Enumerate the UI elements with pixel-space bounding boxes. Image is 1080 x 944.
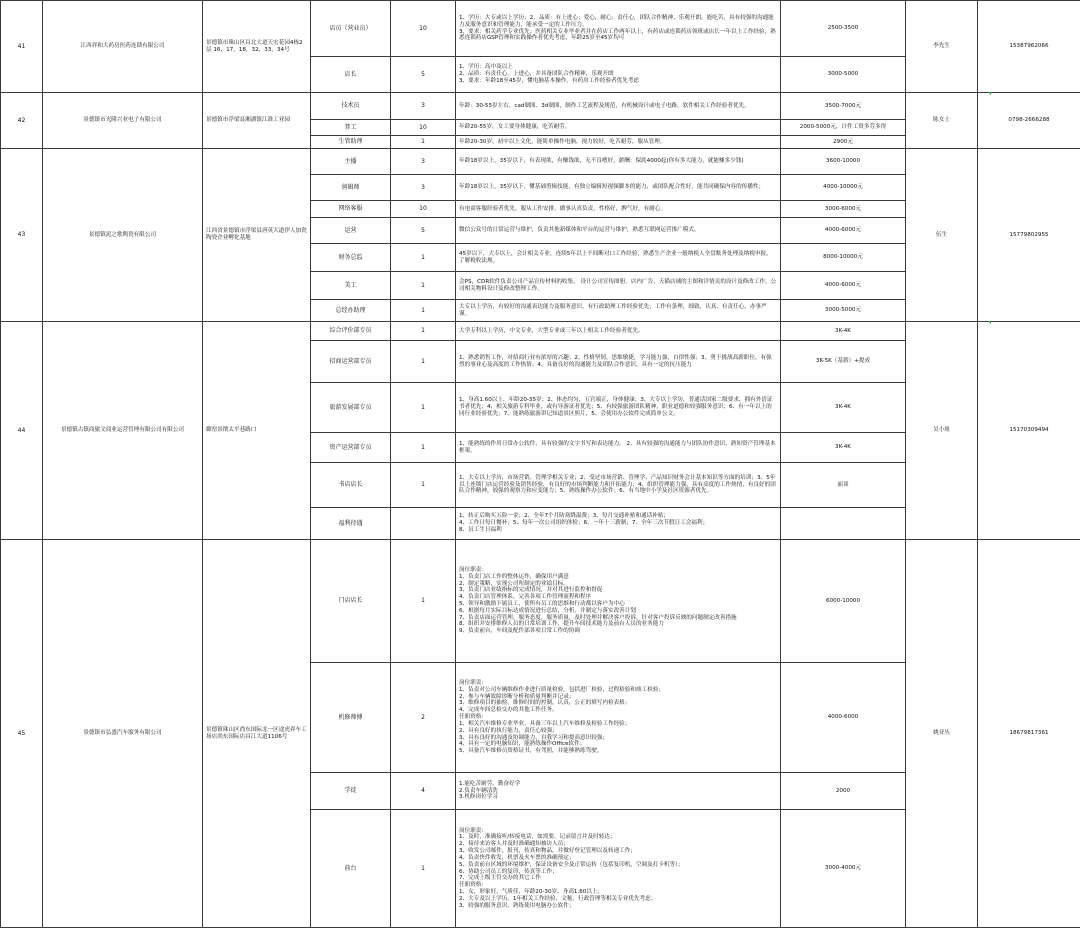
company-address: 景德镇市浮梁县湘湖镇江淮工业园 (203, 93, 311, 149)
position-count (391, 508, 456, 540)
row-number: 42 (1, 93, 43, 149)
position-salary: 3000-5000元 (781, 300, 906, 322)
position-requirements: 年龄20-30岁，初中以上文化，能简单操作电脑，视力较好，吃苦耐劳，服从管理。 (456, 136, 781, 149)
position-requirements: 年龄：30-55岁左右，cad制图、3d制图，制作工艺流程及规范，有机械设计或电子电路，软件相关工作经验者优先。 (456, 93, 781, 120)
position-count: 3 (391, 175, 456, 201)
position-requirements: 会PS，CDR软件负责公司产品宣传材料的收集， 设计公司宣传图册，店内广告，天猫店铺的主图和详情页的设计及修改工作，公司相关物料设计及修改整理工作。 (456, 272, 781, 300)
position-salary: 3000-6000元 (781, 201, 906, 218)
position-count: 3 (391, 93, 456, 120)
position-title: 美工 (311, 272, 391, 300)
cell-comment-marker (988, 92, 991, 95)
row-number: 43 (1, 149, 43, 322)
position-count: 4 (391, 773, 456, 810)
table-row (1, 93, 1080, 120)
company-address: 御窑景徵太平巷路口 (203, 322, 311, 540)
position-salary: 2900元 (781, 136, 906, 149)
company-name: 景德镇泥之歌陶瓷有限公司 (43, 149, 203, 322)
position-salary: 4000-6000 (781, 663, 906, 773)
position-requirements: 45岁以下，大专以上，会计相关专业，连续5年以上不间断对口工作经验，熟悉生产企业一般纳税人全盘账务处理及纳税申报，了解税收法规。 (456, 244, 781, 272)
position-salary: 3K-5K（基薪）+提成 (781, 341, 906, 383)
position-salary: 2000 (781, 773, 906, 810)
contact-person: 李先生 (906, 1, 978, 93)
position-count: 1 (391, 244, 456, 272)
position-title: 前台 (311, 810, 391, 928)
position-title: 总经办助理 (311, 300, 391, 322)
contact-person: 吴小姐 (906, 322, 978, 540)
position-count: 10 (391, 1, 456, 57)
position-requirements: 1、学历：大专或以上学历；2、品质：有上进心；爱心，耐心；责任心，团队合作精神，乐观开朗，能吃苦，具有较强的沟通能力及服务意识和管理能力，能承受一定的工作压力。 3、要求：相关药学专业优先；医药相关专业毕业者并在药店工作两年以上，有药店或连锁药店领班或店长一年以上工作经验，熟悉连锁药店GSP管理和实践操作者优先考虑，年龄25岁至45岁均可 (456, 1, 781, 57)
position-requirements: 微信公众号的日常运营与维护，负责其他新媒体和平台的运营与维护，熟悉互联网运营推广模式。 (456, 218, 781, 244)
company-address: 景德镇市珠山区昌北大道天宏花园4栋2层 16，17，18，32，33，34号 (203, 1, 311, 93)
table-row (1, 322, 1080, 341)
position-count: 5 (391, 57, 456, 93)
position-requirements: 年龄18岁以上，35岁以下，懂基础剪辑技能，有独立编辑短视频脚本的能力，或团队配合性好，能共同确保内容的传播性； (456, 175, 781, 201)
company-name: 江西祥和大药房医药连锁有限公司 (43, 1, 203, 93)
position-count: 1 (391, 341, 456, 383)
position-salary: 6000-10000 (781, 540, 906, 663)
position-title: 综合评价部专员 (311, 322, 391, 341)
position-title: 店员（营业员） (311, 1, 391, 57)
position-salary: 面谈 (781, 463, 906, 508)
company-name: 景德镇市光隆兴业电子有限公司 (43, 93, 203, 149)
position-requirements: 年龄20-55岁，女工要身体健康，吃苦耐劳。 (456, 120, 781, 136)
contact-person: 伍生 (906, 149, 978, 322)
position-requirements: 大学专科以上学历，中文专业，大型专业或三年以上相关工作经验者优先。 (456, 322, 781, 341)
position-requirements: 岗位职责： 1、负责门店工作的整体运作，确保用户满意 2、制定策略，实现公司所制定的业绩目标。 3、负责门店业绩指标的完成情况，并对其进行监控和督促 4、负责门店管理体系，完善各项工作管理流程和程序 5、领导和激励下属员工，使所有员工的思维和行动都以客户为中心 6、根据每月实际目标达成情况进行总结，分析，并制定与落实改善计划 7、负责店面运营管理，服务态度，服务质量，及时处理并解决客户投诉，针对客户投诉反映的问题制定改善措施 8、组织并安排维修人员的日常培训工作，提升车间技术能力及前台人员的业务能力 9、负责前台，车间及配件部各项日常工作的协调 (456, 540, 781, 663)
position-title: 财务总监 (311, 244, 391, 272)
position-salary: 2000-5000元，计件工资多劳多得 (781, 120, 906, 136)
position-salary: 4000-10000元 (781, 175, 906, 201)
contact-phone: 15779802955 (978, 149, 1080, 322)
row-number: 45 (1, 540, 43, 928)
table-row (1, 540, 1080, 663)
cell-comment-marker (988, 321, 991, 324)
position-requirements: 1、熟悉销售工作，对招商行业有浓厚的兴趣；2、性格坚韧，思维敏捷，学习能力强，自律性强；3、勇于挑战高薪职位，有强烈的事业心及高度的工作热情；4、具备良好的沟通能力及团队合作意识，具有一定的抗压能力 (456, 341, 781, 383)
contact-phone: 15387962066 (978, 1, 1080, 93)
position-requirements: 1、学历：高中及以上 2、品质：有责任心，上进心，并具备团队合作精神，乐观开朗 3、要求：年龄18至45岁，懂电脑基本操作，有药房工作经验者优先考虑 (456, 57, 781, 93)
position-title: 门店店长 (311, 540, 391, 663)
position-count: 1 (391, 810, 456, 928)
position-salary: 2500-3500 (781, 1, 906, 57)
position-count: 1 (391, 463, 456, 508)
position-salary: 3500-7000元 (781, 93, 906, 120)
position-title: 资产运营部专员 (311, 433, 391, 463)
position-salary: 3K-4K (781, 322, 906, 341)
position-requirements: 大专以上学历，有较好的沟通表达能力及服务意识，有行政助理工作经验优先；工作有条理，细致、认真、有责任心，办事严谨。 (456, 300, 781, 322)
position-title: 技术员 (311, 93, 391, 120)
position-title: 生管助理 (311, 136, 391, 149)
contact-person: 姚亚丛 (906, 540, 978, 928)
position-title: 学徒 (311, 773, 391, 810)
position-title: 店长 (311, 57, 391, 93)
position-salary: 3600-10000 (781, 149, 906, 175)
position-requirements: 年龄18岁以上，35岁以下，有表现欲，有赚钱欲，无不良嗜好，薪酬：保底4000起(你有多大能力，就能赚多少钱) (456, 149, 781, 175)
position-count: 2 (391, 663, 456, 773)
position-title: 招商运营部专员 (311, 341, 391, 383)
position-count: 1 (391, 383, 456, 433)
position-count: 1 (391, 433, 456, 463)
position-requirements: 1.能吃苦耐劳，勤奋好学 2.负责车辆清洗 3.机修岗位学习 (456, 773, 781, 810)
position-title: 网络客服 (311, 201, 391, 218)
position-count: 5 (391, 218, 456, 244)
company-address: 景德镇珠山区尚东国际北一区途虎养车工场店尚东国际店昌江大道1106号 (203, 540, 311, 928)
position-salary: 3000-4000元 (781, 810, 906, 928)
company-name: 景德镇市弘盛汽车服务有限公司 (43, 540, 203, 928)
position-count: 1 (391, 540, 456, 663)
contact-person: 陈女士 (906, 93, 978, 149)
position-requirements: 1、身高1.60以上，年龄20-35岁；2、体态均匀，五官端正，身体健康；3、大专以上学历，普通话国家二级要求，拥有外语证书者优先；4、相关旅游专科毕业，或有导游证者优先；5、有较强旅游团队精神，职业道德和较强服务意识；6、有一年以上的同行业经验优先；7、能熟练旅游讲记知道景区照片，5、会使用办公软件完成简单公文。 (456, 383, 781, 433)
position-count: 1 (391, 322, 456, 341)
position-requirements: 1、大专以上学历，市场营销、管理学相关专业；2、受过市场营销、管理学、产品知识财务会计基本知识等方面的培训；3、5年以上连锁门店运营经验及销售经验，有良好的市场判断能力和开拓能力；4、组织管理能力强，具有高度的工作热情，有良好的团队合作精神，较强的观察力和应变能力；5、熟练操作办公软件；6、有当地中小学及社区资源者优先。 (456, 463, 781, 508)
position-requirements: 1、能熟练的作用日常办公软件，具有较强的文字书写和表达能力。 2、具有较强的沟通能力与团队协作意识，熟知资产管理基本框架。 (456, 433, 781, 463)
position-salary: 3K-4K (781, 433, 906, 463)
row-number: 41 (1, 1, 43, 93)
company-address: 江西省景德镇市浮梁县唐英大道伊人加瓷陶瓷企业孵化基地 (203, 149, 311, 322)
position-salary (781, 508, 906, 540)
position-title: 旅游发展部专员 (311, 383, 391, 433)
row-number: 44 (1, 322, 43, 540)
position-title: 书店店长 (311, 463, 391, 508)
position-salary: 8000-10000元 (781, 244, 906, 272)
position-requirements: 岗位职责： 1、及时，准确接听/转接电话，如需要，记录留言并及时转达； 2、接待来访客人并及时准确通知被访人员； 3、收发公司邮件，报刊，传真和物品，并做好登记管理以及转递工作； 4、负责快件收发，机票及火车票的准确预定； 5、负责前台区域的环境维护，保证设备安全及正常运转（包括复印机，空调及打卡机等）； 6、协助公司员工的复印，传真等工作； 7、完成上级主管交办的其它工作 任职资格： 1、女，形象好，气质佳，年龄20-30岁，身高1.60以上； 2、大专及以上学历，1年相关工作经验，文秘，行政管理等相关专业优先考虑； 3、较强的服务意识，熟练使用电脑办公软件； (456, 810, 781, 928)
position-count: 1 (391, 136, 456, 149)
table-row (1, 1, 1080, 57)
position-requirements: 1、转正后购买五险一金；2、全年7个月防寒降温费；3、每月交通补贴和通话补贴； 4、工作日每日餐补；5、每年一次公司组织体检；6、一年十三薪制；7、全年三次节假日工会福利； 8、员工生日福利 (456, 508, 781, 540)
position-salary: 4000-6000元 (781, 272, 906, 300)
contact-phone: 18679817361 (978, 540, 1080, 928)
contact-phone: 0798-2666288 (978, 93, 1080, 149)
position-salary: 3000-5000 (781, 57, 906, 93)
position-title: 福利待遇 (311, 508, 391, 540)
position-title: 机修师傅 (311, 663, 391, 773)
contact-phone: 15170309494 (978, 322, 1080, 540)
position-count: 10 (391, 201, 456, 218)
position-salary: 3K-4K (781, 383, 906, 433)
position-requirements: 有电商客服经验者优先，服从工作安排，做事认真负责，性格好，脾气好，有耐心。 (456, 201, 781, 218)
position-count: 3 (391, 149, 456, 175)
position-count: 1 (391, 300, 456, 322)
position-title: 剪辑师 (311, 175, 391, 201)
table-row (1, 149, 1080, 175)
position-salary: 4000-6000元 (781, 218, 906, 244)
position-requirements: 岗位职责： 1、负责对公司车辆维修作业进行质量检验，包括进厂检验，过程检验和竣工检验； 2、参与车辆故障诊断分析和质量判断并记录； 3、维修项目的抽检，维修时间的控制，认真，公正的填写内检表格； 4、完成车间总检交办的其他工作任务。 任职资格： 1、相关汽车维修专业毕业，具备三年以上汽车维修及检验工作经验； 2、具有良好的执行能力，责任心较强； 3、具有良好的沟通及协调能力，自我学习和提高意识较强； 4、具有一定的电脑知识，能熟练操作Office软件； 5、具备汽车维修员资格证书，有驾照，并能够熟练驾驶。 (456, 663, 781, 773)
position-count: 10 (391, 120, 456, 136)
position-title: 普工 (311, 120, 391, 136)
position-count: 1 (391, 272, 456, 300)
position-title: 主播 (311, 149, 391, 175)
company-name: 景德镇古镇商旅文商业运营管理有限公司有限公司 (43, 322, 203, 540)
position-title: 运营 (311, 218, 391, 244)
